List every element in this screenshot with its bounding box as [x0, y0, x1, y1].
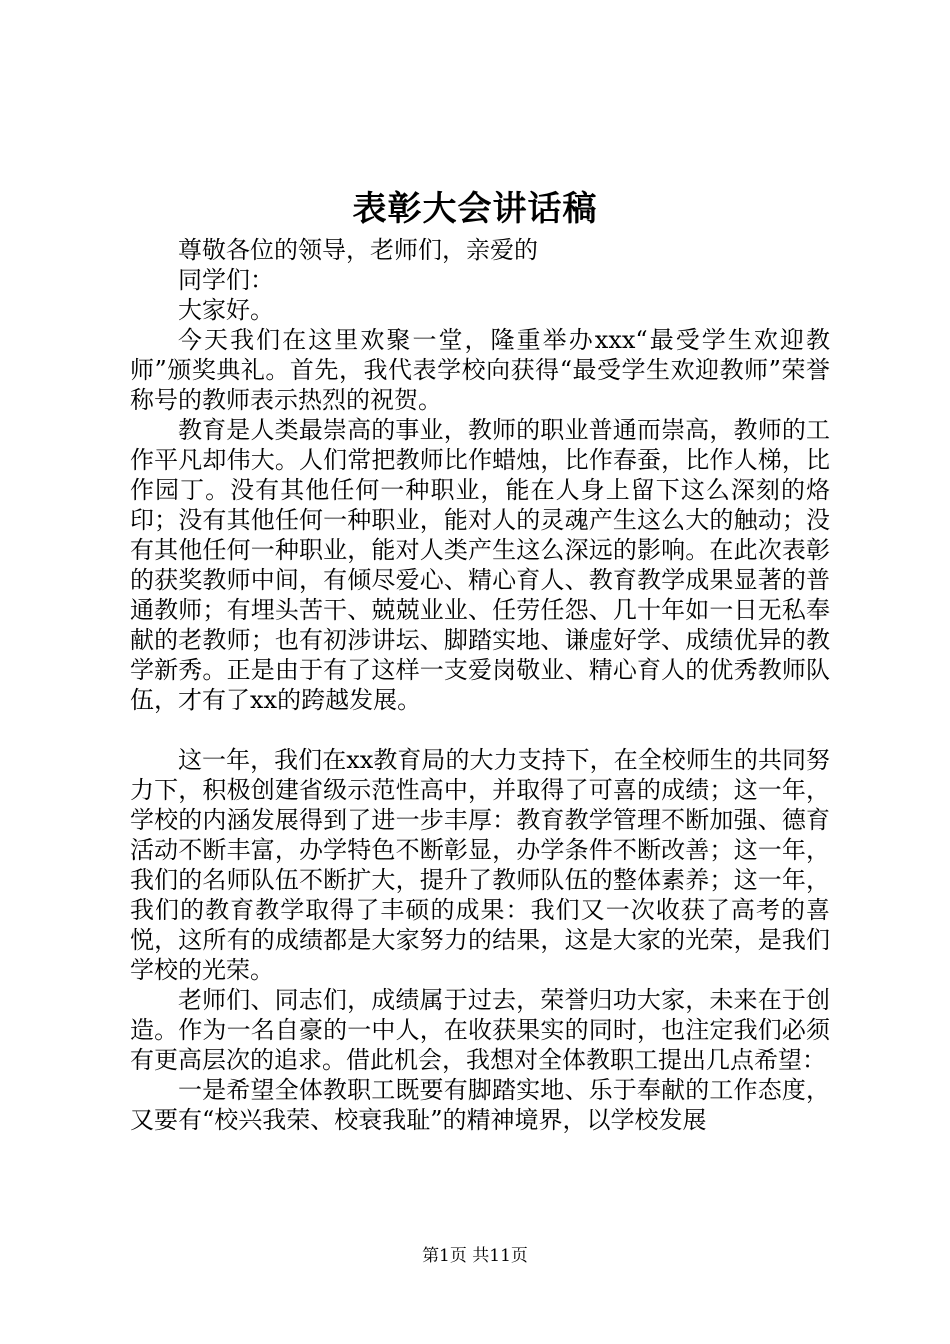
page-footer: 第1页 共11页	[422, 1246, 528, 1266]
paragraph-hope-1: 一是希望全体教职工既要有脚踏实地、乐于奉献的工作态度，又要有“校兴我荣、校衰我耻”的精神境界，以学校发展	[130, 1076, 830, 1134]
paragraph-achievements: 这一年，我们在xx教育局的大力支持下，在全校师生的共同努力下，积极创建省级示范性高中，并取得了可喜的成绩；这一年，学校的内涵发展得到了进一步丰厚：教育教学管理不断加强、德育活动不断丰富，办学特色不断彰显，办学条件不断改善；这一年，我们的名师队伍不断扩大，提升了教师队伍的整体素养；这一年，我们的教育教学取得了丰硕的成果：我们又一次收获了高考的喜悦，这所有的成绩都是大家努力的结果，这是大家的光荣，是我们学校的光荣。	[130, 746, 830, 984]
salutation-line-1: 尊敬各位的领导，老师们，亲爱的	[178, 236, 538, 264]
document-title: 表彰大会讲话稿	[352, 189, 598, 229]
paragraph-education: 教育是人类最崇高的事业，教师的职业普通而崇高，教师的工作平凡却伟大。人们常把教师比作蜡烛，比作春蚕，比作人梯，比作园丁。没有其他任何一种职业，能在人身上留下这么深刻的烙印；没有其他任何一种职业，能对人的灵魂产生这么大的触动；没有其他任何一种职业，能对人类产生这么深远的影响。在此次表彰的获奖教师中间，有倾尽爱心、精心育人、教育教学成果显著的普通教师；有埋头苦干、兢兢业业、任劳任怨、几十年如一日无私奉献的老教师；也有初涉讲坛、脚踏实地、谦虚好学、成绩优异的教学新秀。正是由于有了这样一支爱岗敬业、精心育人的优秀教师队伍，才有了xx的跨越发展。	[130, 416, 830, 714]
paragraph-intro: 今天我们在这里欢聚一堂，隆重举办xxx“最受学生欢迎教师”颁奖典礼。首先，我代表学校向获得“最受学生欢迎教师”荣誉称号的教师表示热烈的祝贺。	[130, 326, 830, 414]
paragraph-spacer	[130, 715, 830, 745]
salutation-line-2: 同学们：	[178, 266, 274, 294]
greeting: 大家好。	[178, 296, 274, 324]
paragraph-future: 老师们、同志们，成绩属于过去，荣誉归功大家，未来在于创造。作为一名自豪的一中人，在收获果实的同时，也注定我们必须有更高层次的追求。借此机会，我想对全体教职工提出几点希望：	[130, 986, 830, 1074]
document-body	[130, 235, 830, 1135]
